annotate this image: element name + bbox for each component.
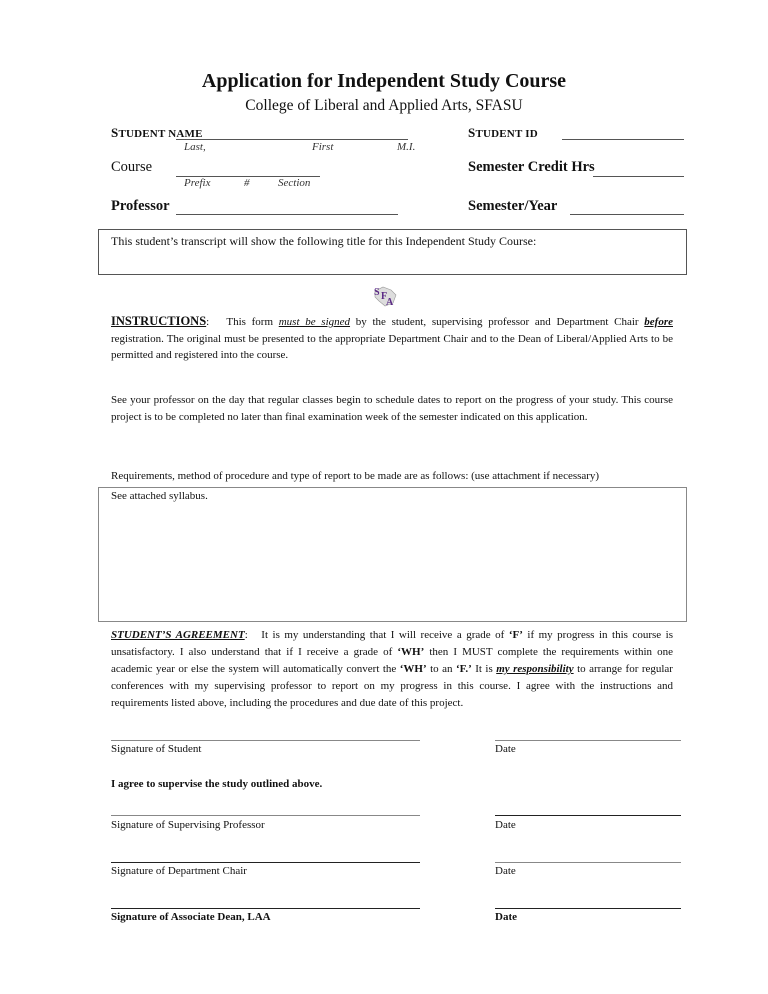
requirements-box[interactable] — [98, 487, 687, 622]
transcript-title-box[interactable] — [98, 229, 687, 275]
chair-signature-label: Signature of Department Chair — [111, 865, 247, 877]
supervise-statement: I agree to supervise the study outlined above. — [111, 778, 323, 790]
section-sublabel: Section — [278, 177, 311, 189]
svg-text:F: F — [381, 291, 388, 302]
dean-signature-line[interactable] — [111, 908, 420, 909]
number-sublabel: # — [244, 177, 250, 189]
agreement-text: It is my understanding that I will receive a grade of — [261, 629, 509, 641]
instr-text: by the student, supervising professor and Department Chair — [350, 316, 645, 328]
student-name-label: STUDENT NAME — [111, 125, 203, 140]
agreement-paragraph: STUDENT’S AGREEMENT: It is my understanding that I will receive a grade of ‘F’ if my progress in this course is unsatisfactory. I also understand that if I receive a grade of ‘WH’ then I MUST complete the requirements within one academic year or else the system will automatically convert the ‘WH’ to an ‘F.’ It is my responsibility to arrange for regular conferences with my supervising professor to report on my progress in this course. I agree with the instructions and requirements listed above, including the procedures and due date of this project. — [111, 629, 673, 709]
course-label: Course — [111, 159, 153, 175]
student-date-label: Date — [495, 743, 516, 755]
instr-text: This form — [226, 316, 279, 328]
professor-date-label: Date — [495, 819, 516, 831]
grade-f: ‘F’ — [508, 629, 523, 641]
student-signature-label: Signature of Student — [111, 743, 202, 755]
prefix-sublabel: Prefix — [184, 177, 211, 189]
instr-before: before — [644, 316, 673, 328]
semester-year-field[interactable] — [570, 214, 684, 215]
agreement-text: if my progress in this course is unsatisfactory. I also understand that if I receive a grade of — [111, 629, 673, 658]
requirements-label: Requirements, method of procedure and type of report to be made are as follows: (use attachment if necessary) — [111, 470, 600, 482]
instructions-paragraph: INSTRUCTIONS: This form must be signed by the student, supervising professor and Department Chair before registration. The original must be presented to the appropriate Department Chair and to the Dean of Liberal/Applied Arts to be permitted and registered into the course. — [111, 314, 673, 361]
form-title: Application for Independent Study Course — [201, 70, 567, 92]
transcript-title-label: This student’s transcript will show the following title for this Independent Study Course: — [111, 234, 537, 248]
chair-date-label: Date — [495, 865, 516, 877]
professor-signature-line[interactable] — [111, 815, 420, 816]
student-id-label: STUDENT ID — [468, 125, 538, 140]
professor-field[interactable] — [176, 214, 398, 215]
form-subtitle: College of Liberal and Applied Arts, SFASU — [245, 97, 523, 114]
professor-date-line[interactable] — [495, 815, 681, 816]
agreement-text: to arrange for regular conferences with my supervising professor to report on my progress in this course. I agree with the instructions and requirements listed above, including the procedures and due date of this project. — [111, 663, 673, 709]
agreement-text: It is — [471, 663, 497, 675]
my-responsibility: my responsibility — [496, 663, 574, 675]
grade-wh: ‘WH’ — [399, 663, 427, 675]
student-signature-line[interactable] — [111, 740, 420, 741]
grade-f: ‘F.’ — [455, 663, 472, 675]
dean-signature-label: Signature of Associate Dean, LAA — [111, 911, 271, 923]
last-sublabel: Last, — [184, 141, 206, 153]
professor-label: Professor — [111, 198, 170, 214]
instr-must-sign: must be signed — [278, 316, 351, 328]
svg-text:S: S — [374, 287, 380, 298]
instr-text: registration. The original must be presented to the appropriate Department Chair and to the Dean of Liberal/Applied Arts to be permitted and registered into the course. — [111, 332, 673, 361]
dean-date-line[interactable] — [495, 908, 681, 909]
mi-sublabel: M.I. — [397, 141, 416, 153]
first-sublabel: First — [312, 141, 334, 153]
instructions-heading: INSTRUCTIONS — [111, 314, 207, 328]
chair-date-line[interactable] — [495, 862, 681, 863]
agreement-text: then I MUST complete the requirements within one academic year or else the system will automatically convert the — [111, 646, 673, 675]
svg-text:A: A — [386, 297, 394, 308]
chair-signature-line[interactable] — [111, 862, 420, 863]
dean-date-label: Date — [495, 911, 517, 923]
schedule-paragraph: See your professor on the day that regular classes begin to schedule dates to report on the progress of your study. This course project is to be completed no later than final examination week of the semester indicated on this application. — [111, 394, 673, 423]
credit-hrs-label: Semester Credit Hrs — [468, 159, 595, 175]
agreement-text: to an — [426, 663, 456, 675]
student-date-line[interactable] — [495, 740, 681, 741]
professor-signature-label: Signature of Supervising Professor — [111, 819, 265, 831]
requirements-value: See attached syllabus. — [111, 490, 208, 502]
grade-wh: ‘WH’ — [397, 646, 425, 658]
student-id-field[interactable] — [562, 139, 684, 140]
student-name-field[interactable] — [176, 139, 408, 140]
sfa-logo — [371, 281, 399, 309]
credit-hrs-field[interactable] — [593, 176, 684, 177]
semester-year-label: Semester/Year — [468, 198, 558, 214]
agreement-heading: STUDENT’S AGREEMENT — [111, 629, 245, 641]
